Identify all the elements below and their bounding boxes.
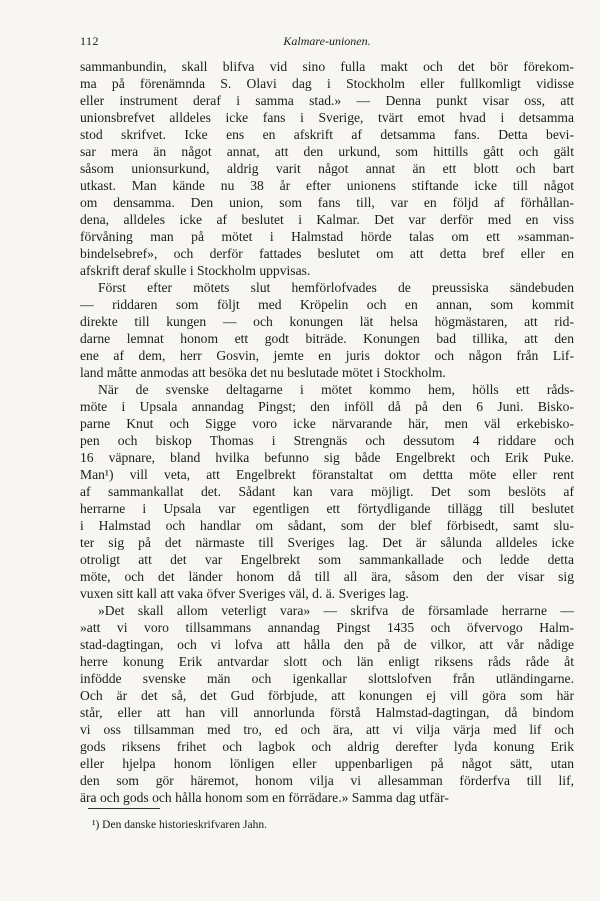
text-line: pen och biskop Thomas i Strengnäs och dessutom 4 riddare och	[80, 433, 574, 448]
text-line: herrarne i Upsala var egentligen ett förtydligande tillägg till beslutet	[80, 501, 574, 516]
text-line: otroligt att det var Engelbrekt som sammankallade och ledde detta	[80, 552, 574, 567]
text-line: afskrift deraf skulle i Stockholm uppvisas.	[80, 263, 311, 278]
text-line: ene af dem, herr Gosvin, jemte en juris doktor och någon från Lif-	[80, 348, 574, 363]
text-line: land måtte anmodas att besöka det nu beslutade mötet i Stockholm.	[80, 365, 446, 380]
text-line: den som gör häremot, honom vilja vi allesamman förderfva till lif,	[80, 773, 574, 788]
text-line: herre konung Erik antvardar slott och län enligt riksens råds råde åt	[80, 654, 574, 669]
text-line: såsom unionsurkund, aldrig varit något annat än ett blott och bart	[80, 161, 574, 176]
text-line: unionsbrefvet alldeles icke fans i Sverige, tvärt emot hvad i detsamma	[80, 110, 574, 125]
footnote	[92, 818, 572, 832]
text-line: »att vi voro tillsammans annandag Pingst 1435 och öfvervogo Halm-	[80, 620, 574, 635]
text-line: — riddaren som följt med Kröpelin och en annan, som kommit	[80, 297, 574, 312]
text-line: vuxen sitt kall att vaka öfver Sveriges väl, d. ä. Sveriges lag.	[80, 586, 409, 601]
text-line: stad-dagtingan, och vi lofva att hålla den på de vilkor, att vår nådige	[80, 637, 574, 652]
text-line: gods riksens frihet och lagbok och aldrig derefter lyda konung Erik	[80, 739, 574, 754]
text-line: dena, alldeles icke af beslutet i Kalmar. Det var derför med en viss	[80, 212, 574, 227]
running-title: Kalmare-unionen.	[283, 34, 371, 48]
text-line: Och är det så, det Gud förbjude, att konungen ej vill göra som här	[80, 688, 574, 703]
text-line: förvåning man på mötet i Halmstad hörde talas om ett »samman-	[80, 229, 574, 244]
text-line: När de svenske deltagarne i mötet kommo hem, hölls ett råds-	[98, 382, 574, 397]
text-line: sammanbundin, skall blifva vid sino fulla makt och det bör förekom-	[80, 59, 574, 74]
text-line: i Halmstad och handlar om sådant, som der blef förbisedt, samt slu-	[80, 518, 574, 533]
text-line: stod skrifvet. Icke ens en afskrift af detsamma fans. Detta bevi-	[80, 127, 574, 142]
text-line: möte, och det länder honom då till all ära, såsom den der visar sig	[80, 569, 574, 584]
page-header	[80, 34, 574, 50]
text-line: Man¹) vill veta, att Engelbrekt föranstaltat om dettta möte eller rent	[80, 467, 574, 482]
text-line: vi oss tillsamman med tro, ed och ära, att vi vilja värja med lif och	[80, 722, 574, 737]
paragraph	[80, 602, 574, 806]
text-line: bindelsebref», och derför fattades beslutet om att detta bref eller en	[80, 246, 574, 261]
paragraph	[80, 381, 574, 602]
paragraph	[80, 58, 574, 279]
text-line: eller instrument deraf i samma stad.» — Denna punkt visar oss, att	[80, 93, 574, 108]
footnote-text: Den danske historieskrifvaren Jahn.	[102, 819, 267, 831]
text-line: af sammankallat det. Sådant kan vara möjligt. Det som beslöts af	[80, 484, 574, 499]
footnote-divider	[88, 808, 160, 809]
body-text	[80, 58, 574, 806]
text-line: ära och gods och hålla honom som en förrädare.» Samma dag utfär-	[80, 790, 449, 805]
text-line: ma på förenämnda S. Olavi dag i Stockholm eller fullkomligt vidisse	[80, 76, 574, 91]
text-line: direkte till kungen — och konungen lät helsa högmästaren, att rid-	[80, 314, 574, 329]
text-line: sar mera än något annat, att den urkund, som hittills gått och gält	[80, 144, 574, 159]
text-line: 16 väpnare, bland hvilka befunno sig både Engelbrekt och Erik Puke.	[80, 450, 574, 465]
page-number: 112	[80, 34, 100, 48]
paragraph	[80, 279, 574, 381]
text-line: utkast. Man kände nu 38 år efter unionens stiftande icke till något	[80, 178, 574, 193]
footnote-marker: ¹)	[92, 819, 100, 831]
text-line: eller hjelpa honom lönligen eller uppenbarligen på något sätt, utan	[80, 756, 574, 771]
text-line: ter sig på det närmaste till Sveriges lag. Det är sålunda alldeles icke	[80, 535, 574, 550]
text-line: om densamma. Den union, som fans till, var en följd af förhållan-	[80, 195, 574, 210]
text-line: darne lemnat honom ett godt biträde. Konungen bad tillika, att den	[80, 331, 574, 346]
text-line: Först efter mötets slut hemförlofvades de preussiska sändebuden	[98, 280, 574, 295]
text-line: möte i Upsala annandag Pingst; den inföll då på den 6 Juni. Bisko-	[80, 399, 574, 414]
text-line: infödde svenske män och igenkallar slottslofven från utländingarne.	[80, 671, 574, 686]
text-line: parne Knut och Sigge voro icke närvarande här, men väl erkebisko-	[80, 416, 574, 431]
text-line: »Det skall allom veterligt vara» — skrifva de församlade herrarne —	[98, 603, 574, 618]
text-line: står, eller att han vill annorlunda förstå Halmstad-dagtingan, då bindom	[80, 705, 574, 720]
